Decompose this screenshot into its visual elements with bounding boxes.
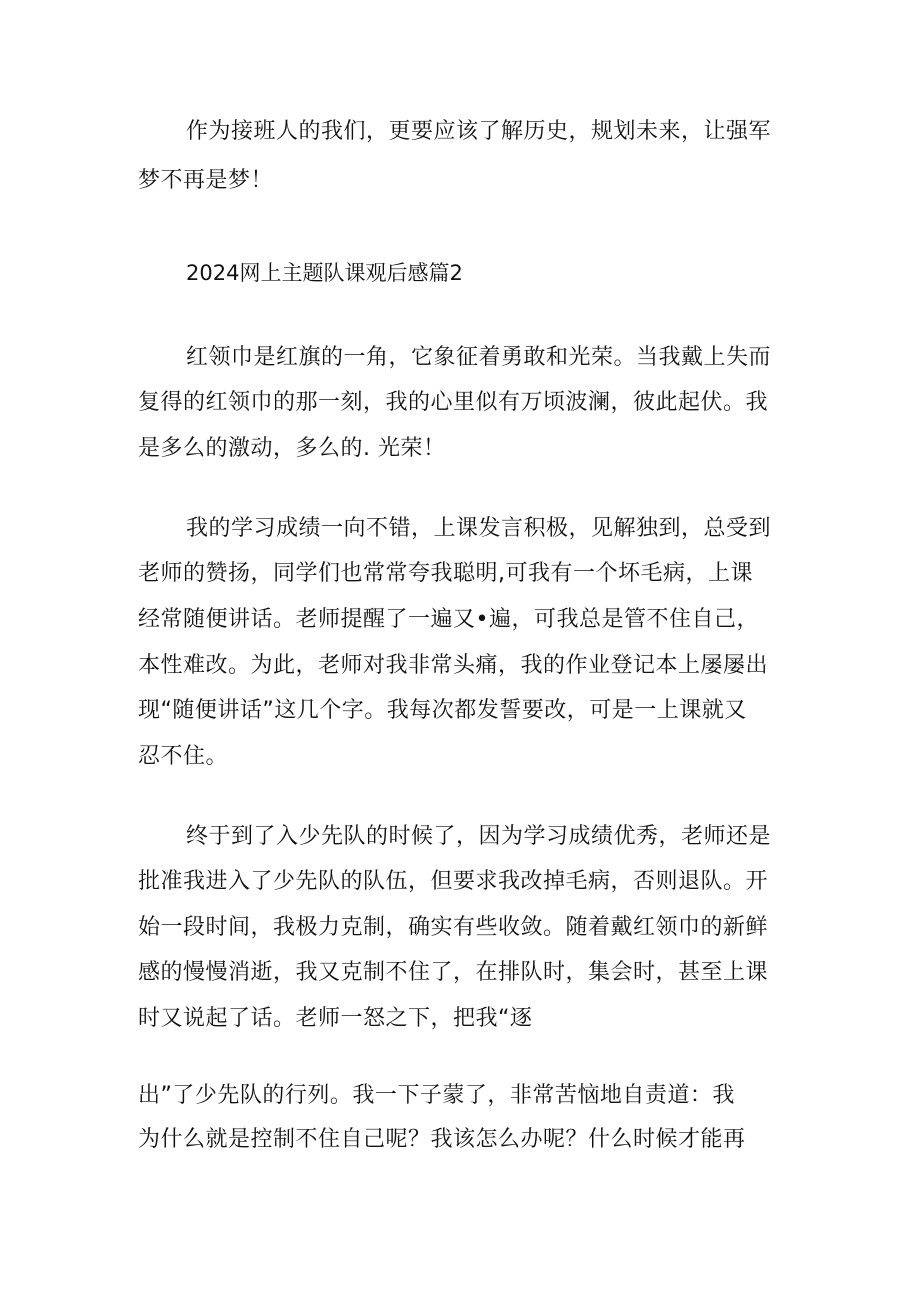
paragraph-3-line-1: 我的学习成绩一向不错，上课发言积极，见解独到，总受到 [186, 516, 772, 541]
paragraph-3-line-5: 现“随便讲话”这几个字。我每次都发誓要改，可是一上课就又 [138, 698, 747, 723]
paragraph-2-line-3: 是多么的激动，多么的. 光荣！ [138, 436, 446, 461]
paragraph-2-line-2: 复得的红领巾的那一刻，我的心里似有万顷波澜，彼此起伏。我 [138, 390, 769, 415]
section-heading: 2024网上主题队课观后感篇2 [186, 261, 463, 285]
paragraph-4-line-5: 时又说起了话。老师一怒之下，把我“逐 [138, 1006, 533, 1031]
paragraph-3-line-6: 忍不住。 [138, 744, 229, 769]
paragraph-4-line-1: 终于到了入少先队的时候了，因为学习成绩优秀，老师还是 [186, 824, 772, 849]
paragraph-2-line-1: 红领巾是红旗的一角，它象征着勇敢和光荣。当我戴上失而 [186, 345, 772, 370]
paragraph-3-line-2: 老师的赞扬，同学们也常常夸我聪明,可我有一个坏毛病，上课 [138, 561, 753, 586]
paragraph-1-line-1: 作为接班人的我们，更要应该了解历史，规划未来，让强军 [186, 119, 772, 144]
paragraph-5-line-1: 出”了少先队的行列。我一下子蒙了，非常苦恼地自责道：我 [138, 1083, 735, 1108]
paragraph-4-line-4: 感的慢慢消逝，我又克制不住了，在排队时，集会时，甚至上课 [138, 960, 769, 985]
paragraph-5-line-2: 为什么就是控制不住自己呢？我该怎么办呢？什么时候才能再 [138, 1127, 746, 1152]
paragraph-4-line-2: 批准我进入了少先队的队伍，但要求我改掉毛病，否则退队。开 [138, 869, 769, 894]
paragraph-3-line-3: 经常随便讲话。老师提醒了一遍又•遍，可我总是管不住自己， [138, 607, 759, 632]
paragraph-1-line-2: 梦不再是梦！ [138, 168, 274, 193]
paragraph-3-line-4: 本性难改。为此，老师对我非常头痛，我的作业登记本上屡屡出 [138, 653, 769, 678]
paragraph-4-line-3: 始一段时间，我极力克制，确实有些收敛。随着戴红领巾的新鲜 [138, 915, 769, 940]
